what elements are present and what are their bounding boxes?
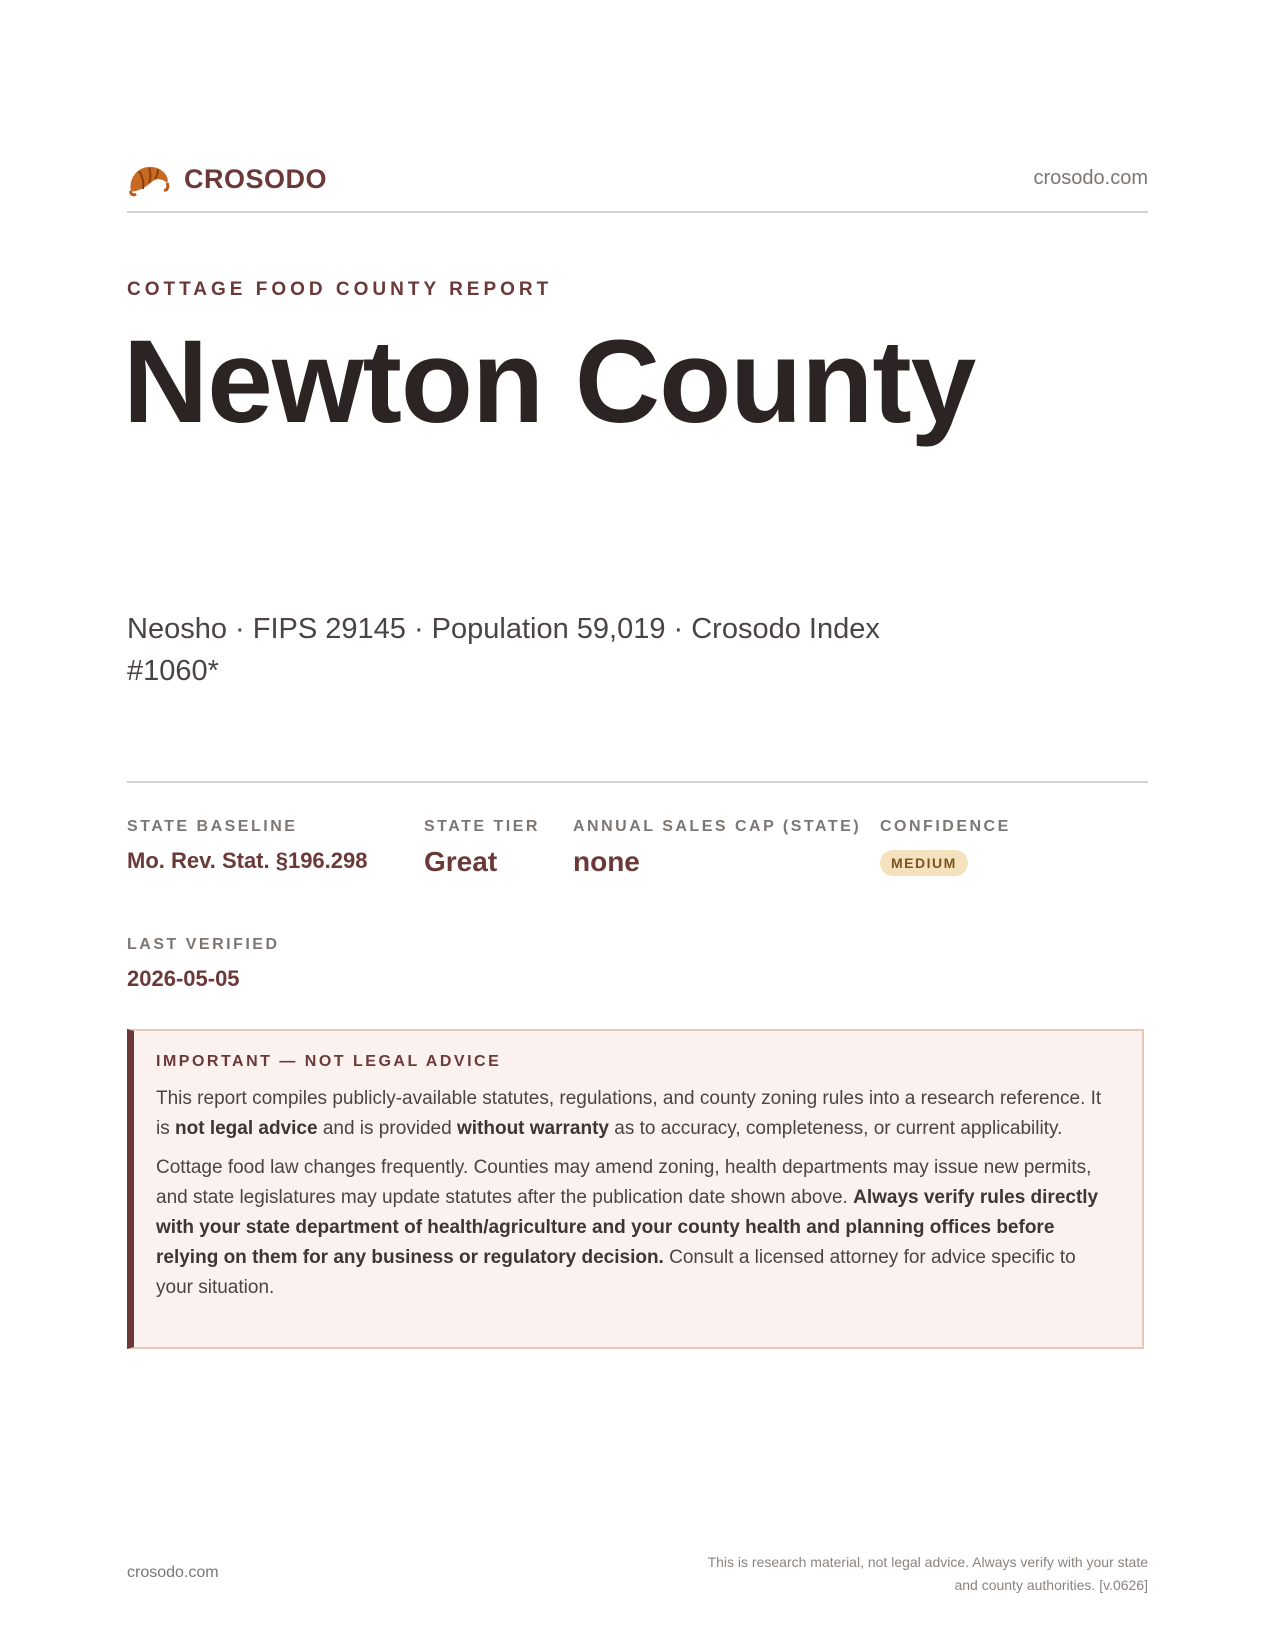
stat-last-verified: [127, 936, 280, 992]
stat-label: STATE BASELINE: [127, 818, 298, 835]
legal-notice: [127, 1029, 1144, 1349]
report-subtitle: Neosho · FIPS 29145 · Population 59,019 · Crosodo Index #1060*: [127, 613, 880, 687]
report-page: [123, 0, 1148, 1650]
croissant-icon: [127, 161, 171, 199]
notice-body: [156, 1084, 1116, 1312]
notice-paragraph: This report compiles publicly-available statutes, regulations, and county zoning rules into a research reference. It is not legal advice and is provided without warranty as to accuracy, completeness, or current applicability.: [156, 1088, 1102, 1139]
page-header: [127, 155, 1148, 213]
stat-label: STATE TIER: [424, 818, 540, 835]
footer-site-url[interactable]: crosodo.com: [127, 1564, 219, 1581]
stat-sales-cap: [573, 818, 861, 878]
report-eyebrow: COTTAGE FOOD COUNTY REPORT: [127, 279, 553, 300]
stat-value: Great: [424, 846, 498, 877]
stat-value: none: [573, 846, 640, 877]
notice-paragraph: Cottage food law changes frequently. Counties may amend zoning, health departments may issue new permits, and state legislatures may update statutes after the publication date shown above. Always verify rules directly with your state department of health/agriculture and your county health and planning offices before relying on them for any business or regulatory decision. Consult a licensed attorney for advice specific to your situation.: [156, 1157, 1099, 1298]
section-divider: [127, 781, 1148, 783]
stat-value: Mo. Rev. Stat. §196.298: [127, 848, 368, 873]
stat-label: CONFIDENCE: [880, 818, 1011, 835]
stat-state-tier: [424, 818, 540, 878]
confidence-badge: MEDIUM: [880, 850, 968, 876]
page-title: Newton County: [123, 316, 976, 448]
stat-state-baseline: [127, 818, 368, 874]
stat-label: ANNUAL SALES CAP (STATE): [573, 818, 862, 835]
stat-value: 2026-05-05: [127, 966, 240, 991]
stat-label: LAST VERIFIED: [127, 936, 280, 953]
stat-confidence: [880, 818, 1011, 876]
notice-heading: IMPORTANT — NOT LEGAL ADVICE: [156, 1053, 502, 1070]
brand-name: CROSODO: [184, 164, 328, 194]
footer-disclaimer: This is research material, not legal advice. Always verify with your state and county authorities. [v.0626]: [707, 1554, 1148, 1593]
site-url[interactable]: crosodo.com: [1033, 167, 1148, 189]
